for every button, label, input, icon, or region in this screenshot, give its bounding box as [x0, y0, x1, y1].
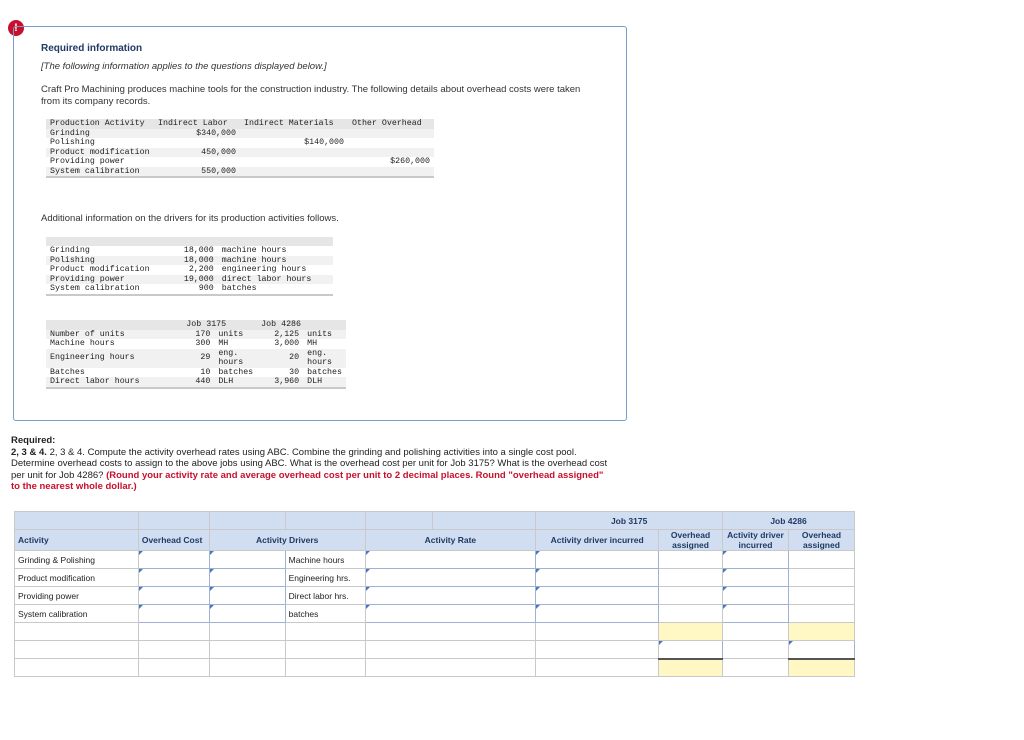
job-4286-header: Job 4286 — [257, 320, 346, 330]
job1-unit: DLH — [214, 377, 257, 388]
job-3175-overhead-assigned-header: Overhead assigned — [659, 530, 723, 551]
job1-unit: units — [214, 330, 257, 340]
activity-cell: System calibration — [46, 167, 154, 178]
rounding-instructions: (Round your activity rate and average overhead cost per unit to 2 decimal places. Round "overhead assigned" to the nearest whole dollar.) — [11, 469, 604, 492]
job-3175-driver-input[interactable] — [536, 551, 659, 569]
empty-cell — [723, 659, 789, 677]
job-row-label: Batches — [50, 367, 85, 377]
job-3175-cost-per-unit[interactable] — [659, 659, 723, 677]
driver-qty: 900 — [198, 284, 214, 293]
empty-cell — [536, 659, 659, 677]
activity-cell: Grinding — [46, 129, 154, 139]
driver-label: Direct labor hrs. — [285, 587, 365, 605]
job-3175-driver-incurred-header: Activity driver incurred — [536, 530, 659, 551]
empty-cell — [209, 623, 285, 641]
driver-qty: 18,000 — [183, 246, 214, 255]
header-spacer — [15, 512, 139, 530]
job-row-label: Engineering hours — [46, 349, 182, 368]
driver-label: Machine hours — [285, 551, 365, 569]
header-spacer — [209, 512, 285, 530]
driver-activity: Grinding — [50, 246, 90, 255]
labor-cell — [154, 138, 240, 148]
driver-quantity-input[interactable] — [209, 551, 285, 569]
col-header: Indirect Materials — [240, 119, 348, 129]
col-header: Other Overhead — [348, 119, 434, 129]
job2-unit: MH — [307, 339, 318, 348]
job-row-label: Machine hours — [50, 339, 115, 348]
job-4286-units-input[interactable] — [788, 641, 854, 659]
header-spacer — [433, 512, 536, 530]
job1-qty: 29 — [182, 349, 214, 368]
empty-cell — [285, 659, 365, 677]
job1-qty: 300 — [195, 339, 211, 348]
job2-qty: 3,960 — [257, 377, 303, 388]
job-4286-driver-input[interactable] — [723, 551, 789, 569]
job-3175-driver-input[interactable] — [536, 569, 659, 587]
job-4286-driver-incurred-header: Activity driver incurred — [723, 530, 789, 551]
question-number: 2, 3 & 4. — [11, 446, 47, 458]
driver-activity: Polishing — [46, 256, 173, 266]
activity-label: Grinding & Polishing — [15, 551, 139, 569]
overhead-cost-input[interactable] — [138, 587, 209, 605]
job-3175-overhead-cell[interactable] — [659, 569, 723, 587]
job-3175-driver-input[interactable] — [536, 605, 659, 623]
job-4286-overhead-cell[interactable] — [788, 569, 854, 587]
driver-qty: 18,000 — [173, 256, 218, 266]
job1-qty: 10 — [200, 367, 211, 377]
job1-unit: batches — [218, 367, 254, 377]
header-spacer — [138, 512, 209, 530]
other-cell — [348, 129, 434, 139]
activity-label: Providing power — [15, 587, 139, 605]
job-3175-driver-input[interactable] — [536, 587, 659, 605]
driver-unit: batches — [221, 284, 257, 293]
driver-quantity-input[interactable] — [209, 587, 285, 605]
job-4286-overhead-cell[interactable] — [788, 551, 854, 569]
activity-label: Product modification — [15, 569, 139, 587]
units-row-label — [15, 641, 139, 659]
empty-cell — [138, 623, 209, 641]
activity-rate-input[interactable] — [365, 569, 536, 587]
activity-col-header: Activity — [15, 530, 139, 551]
required-information-panel — [13, 26, 627, 421]
empty-cell — [138, 641, 209, 659]
alert-icon: ! — [8, 20, 24, 36]
driver-unit: direct labor hours — [218, 275, 333, 285]
labor-cell: 450,000 — [154, 148, 240, 158]
other-cell — [348, 138, 434, 148]
job-4286-driver-input[interactable] — [723, 605, 789, 623]
job2-qty: 30 — [289, 367, 300, 377]
job2-unit: DLH — [303, 377, 346, 388]
activity-label: System calibration — [15, 605, 139, 623]
col-header: Production Activity — [46, 119, 154, 129]
overhead-cost-input[interactable] — [138, 605, 209, 623]
other-cell: $260,000 — [390, 157, 430, 166]
empty-cell — [536, 623, 659, 641]
job-3175-group-header: Job 3175 — [536, 512, 723, 530]
job-4286-total-overhead[interactable] — [788, 623, 854, 641]
activity-rate-input[interactable] — [365, 551, 536, 569]
job-3175-header: Job 3175 — [182, 320, 257, 330]
additional-info-text: Additional information on the drivers for its production activities follows. — [41, 213, 339, 224]
intro-note: [The following information applies to the questions displayed below.] — [41, 61, 327, 72]
company-description: Craft Pro Machining produces machine tools for the construction industry. The following details about overhead costs were taken from its company records. — [41, 84, 581, 107]
col-header: Indirect Labor — [154, 119, 240, 129]
activity-rate-col-header: Activity Rate — [365, 530, 536, 551]
driver-unit: engineering hours — [221, 265, 307, 274]
empty-cell — [365, 641, 536, 659]
question-text: 2, 3 & 4. Compute the activity overhead rates using ABC. Combine the grinding and polishing activities into a single cost pool. Determine overhead costs to assign to the above jobs using ABC. What is the overhead cost per unit for Job 3175? What is the overhead cost per unit for Job 4286? — [11, 446, 608, 481]
empty-cell — [209, 641, 285, 659]
empty-cell — [285, 623, 365, 641]
job2-qty: 2,125 — [257, 330, 303, 340]
job2-unit: batches — [307, 367, 342, 377]
job-3175-overhead-cell[interactable] — [659, 551, 723, 569]
driver-activity: Product modification — [50, 265, 150, 274]
required-label: Required: — [11, 435, 56, 446]
driver-qty: 2,200 — [188, 265, 214, 274]
activity-cell: Providing power — [50, 157, 125, 166]
materials-cell: $140,000 — [304, 138, 344, 147]
labor-cell: $340,000 — [154, 129, 240, 139]
header-spacer — [365, 512, 433, 530]
other-cell — [348, 148, 434, 158]
driver-unit: machine hours — [221, 246, 287, 255]
job1-qty: 170 — [182, 330, 214, 340]
header-spacer — [285, 512, 365, 530]
activity-driver-table — [46, 237, 333, 296]
job-details-table — [46, 320, 346, 389]
required-question — [11, 435, 611, 493]
total-row-label — [15, 623, 139, 641]
activity-rate-input[interactable] — [365, 605, 536, 623]
job-row-label: Number of units — [46, 330, 182, 340]
job-3175-units-input[interactable] — [659, 641, 723, 659]
driver-label: batches — [285, 605, 365, 623]
overhead-cost-col-header: Overhead Cost — [138, 530, 209, 551]
driver-quantity-input[interactable] — [209, 569, 285, 587]
job2-unit: units — [303, 330, 346, 340]
empty-cell — [285, 641, 365, 659]
job1-unit: MH — [218, 339, 229, 348]
empty-cell — [365, 623, 536, 641]
job1-qty: 440 — [182, 377, 214, 388]
overhead-cost-table — [46, 119, 434, 178]
materials-cell — [240, 129, 348, 139]
driver-label: Engineering hrs. — [285, 569, 365, 587]
driver-unit: machine hours — [218, 256, 333, 266]
activity-rate-input[interactable] — [365, 587, 536, 605]
required-information-title: Required information — [41, 43, 143, 54]
empty-cell — [209, 659, 285, 677]
empty-cell — [723, 641, 789, 659]
empty-cell — [723, 623, 789, 641]
overhead-cost-input[interactable] — [138, 551, 209, 569]
activity-cell: Polishing — [50, 138, 95, 147]
job-4286-driver-input[interactable] — [723, 569, 789, 587]
other-cell — [348, 167, 434, 178]
job-row-label: Direct labor hours — [46, 377, 182, 388]
job-3175-total-overhead[interactable] — [659, 623, 723, 641]
empty-cell — [536, 641, 659, 659]
activity-cell: Product modification — [46, 148, 154, 158]
materials-cell — [240, 157, 348, 167]
labor-cell: 550,000 — [154, 167, 240, 178]
job2-qty: 20 — [257, 349, 303, 368]
job-3175-overhead-cell[interactable] — [659, 605, 723, 623]
labor-cell — [154, 157, 240, 167]
job2-qty: 3,000 — [274, 339, 300, 348]
job-4286-overhead-cell[interactable] — [788, 587, 854, 605]
driver-activity: System calibration — [50, 284, 140, 293]
empty-cell — [365, 659, 536, 677]
empty-cell — [138, 659, 209, 677]
driver-activity: Providing power — [46, 275, 173, 285]
driver-quantity-input[interactable] — [209, 605, 285, 623]
materials-cell — [240, 148, 348, 158]
abc-answer-table — [14, 511, 855, 677]
per-unit-row-label — [15, 659, 139, 677]
job-3175-overhead-cell[interactable] — [659, 587, 723, 605]
job2-unit: eng. hours — [303, 349, 346, 368]
materials-cell — [240, 167, 348, 178]
job-4286-overhead-cell[interactable] — [788, 605, 854, 623]
activity-drivers-col-header: Activity Drivers — [209, 530, 365, 551]
driver-qty: 19,000 — [173, 275, 218, 285]
job-4286-group-header: Job 4286 — [723, 512, 855, 530]
job1-unit: eng. hours — [214, 349, 257, 368]
job-4286-cost-per-unit[interactable] — [788, 659, 854, 677]
job-4286-driver-input[interactable] — [723, 587, 789, 605]
overhead-cost-input[interactable] — [138, 569, 209, 587]
job-4286-overhead-assigned-header: Overhead assigned — [788, 530, 854, 551]
